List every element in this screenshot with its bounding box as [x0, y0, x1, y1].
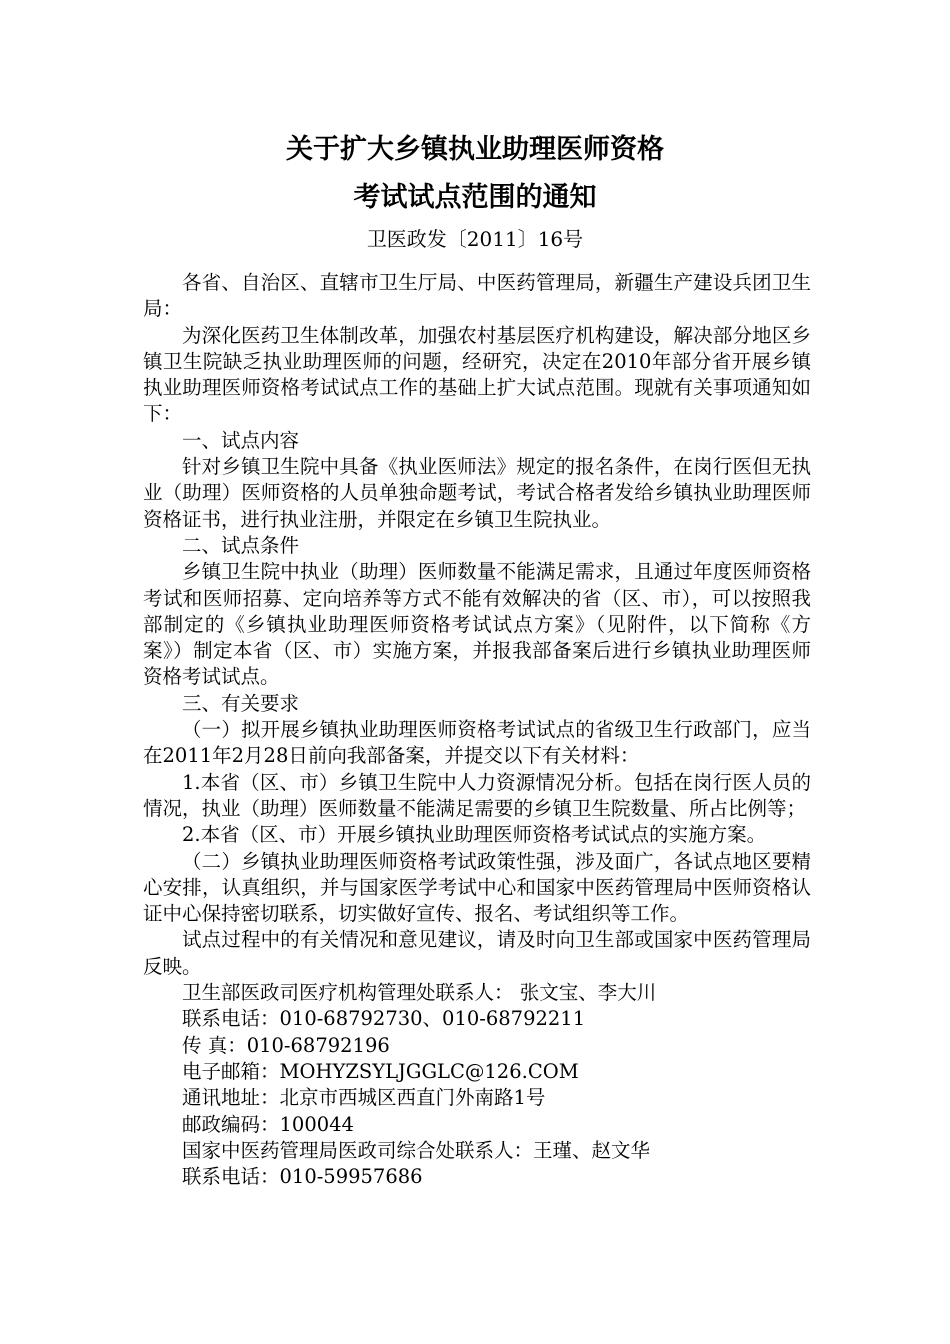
section-heading-conditions: 二、试点条件: [182, 533, 300, 557]
paragraph-feedback: 试点过程中的有关情况和意见建议，请及时向卫生部或国家中医药管理局反映。: [143, 928, 811, 978]
contact-line: 联系电话：010-68792730、010-68792211: [182, 1007, 586, 1031]
contact-line: 传 真：010-68792196: [182, 1033, 390, 1057]
document-title-line1: 关于扩大乡镇执业助理医师资格: [286, 134, 664, 165]
paragraph-intro: 为深化医药卫生体制改革，加强农村基层医疗机构建设，解决部分地区乡镇卫生院缺乏执业助理医师的问题，经研究，决定在2010年部分省开展乡镇执业助理医师资格考试试点工作的基础上扩大试点范围。现就有关事项通知如下：: [143, 323, 811, 426]
contact-line: 电子邮箱：MOHYZSYLJGGLC@126.COM: [182, 1059, 579, 1083]
paragraph-material-1: 1.本省（区、市）乡镇卫生院中人力资源情况分析。包括在岗行医人员的情况，执业（助理）医师数量不能满足需要的乡镇卫生院数量、所占比例等；: [143, 770, 811, 820]
section-heading-requirements: 三、有关要求: [182, 691, 300, 715]
paragraph-content: 针对乡镇卫生院中具备《执业医师法》规定的报名条件，在岗行医但无执业（助理）医师资格的人员单独命题考试，考试合格者发给乡镇执业助理医师资格证书，进行执业注册，并限定在乡镇卫生院执业。: [143, 455, 811, 531]
contact-line: 联系电话：010-59957686: [182, 1165, 423, 1189]
paragraph-addressee: 各省、自治区、直辖市卫生厅局、中医药管理局，新疆生产建设兵团卫生局：: [143, 271, 811, 321]
paragraph-requirement-2: （二）乡镇执业助理医师资格考试政策性强，涉及面广，各试点地区要精心安排，认真组织，并与国家医学考试中心和国家中医药管理局中医师资格认证中心保持密切联系，切实做好宣传、报名、考试组织等工作。: [143, 849, 811, 926]
paragraph-material-2: 2.本省（区、市）开展乡镇执业助理医师资格考试试点的实施方案。: [182, 823, 767, 847]
document-title-line2: 考试试点范围的通知: [353, 182, 597, 213]
document-number: 卫医政发〔2011〕16号: [366, 227, 584, 251]
paragraph-requirement-1: （一）拟开展乡镇执业助理医师资格考试试点的省级卫生行政部门，应当在2011年2月28日前向我部备案，并提交以下有关材料：: [143, 718, 811, 768]
contact-line: 卫生部医政司医疗机构管理处联系人： 张文宝、李大川: [182, 981, 657, 1005]
contact-line: 国家中医药管理局医政司综合处联系人：王瑾、赵文华: [182, 1138, 651, 1162]
section-heading-content: 一、试点内容: [182, 428, 300, 452]
document-body: [143, 270, 811, 1190]
contact-line: 通讯地址：北京市西城区西直门外南路1号: [182, 1086, 546, 1110]
contact-line: 邮政编码：100044: [182, 1112, 354, 1136]
paragraph-conditions: 乡镇卫生院中执业（助理）医师数量不能满足需求，且通过年度医师资格考试和医师招募、定向培养等方式不能有效解决的省（区、市），可以按照我部制定的《乡镇执业助理医师资格考试试点方案》（见附件，以下简称《方案》）制定本省（区、市）实施方案，并报我部备案后进行乡镇执业助理医师资格考试试点。: [143, 560, 811, 689]
